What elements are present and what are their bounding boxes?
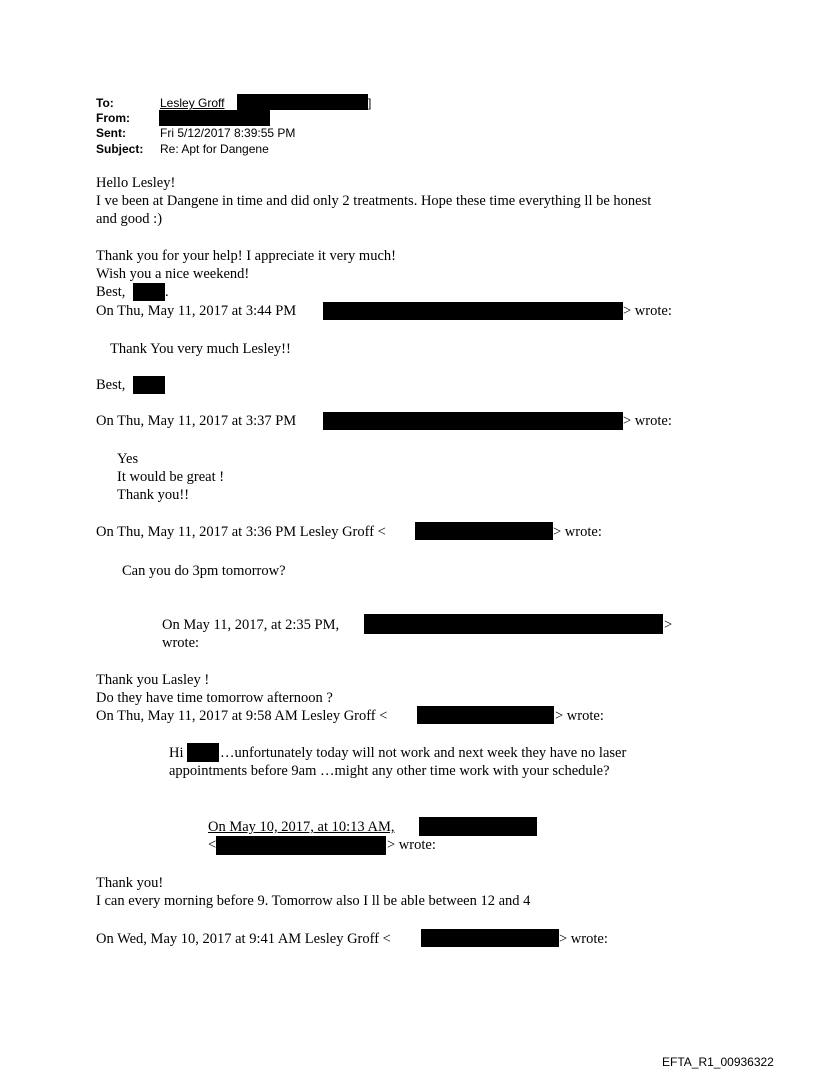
quote-header: On Thu, May 11, 2017 at 3:37 PM (96, 413, 297, 429)
body-line: Thank you! (96, 875, 164, 891)
body-line: I can every morning before 9. Tomorrow also I ll be able between 12 and 4 (96, 893, 531, 909)
quote-header-suffix: > wrote: (387, 837, 436, 853)
to-label: To: (96, 96, 114, 110)
subject-label: Subject: (96, 142, 144, 156)
body-line: Yes (117, 451, 139, 467)
redaction-block (187, 743, 219, 762)
redaction-block (237, 94, 368, 110)
redaction-block (216, 836, 386, 855)
from-label: From: (96, 111, 130, 125)
quote-header-lt: < (208, 837, 217, 853)
body-line: Thank You very much Lesley!! (110, 341, 291, 357)
body-line: Hello Lesley! (96, 175, 176, 191)
quote-header-suffix: > wrote: (623, 303, 672, 319)
redaction-block (415, 522, 553, 540)
quote-header-wrote: wrote: (162, 635, 200, 651)
quote-header-suffix: > wrote: (553, 524, 602, 540)
body-line: Wish you a nice weekend! (96, 266, 250, 282)
quote-header: On Thu, May 11, 2017 at 3:44 PM (96, 303, 297, 319)
body-line: Thank you for your help! I appreciate it very much! (96, 248, 396, 264)
body-line: Can you do 3pm tomorrow? (122, 563, 286, 579)
body-line: It would be great ! (117, 469, 225, 485)
redaction-block (421, 929, 559, 947)
redaction-block (159, 110, 270, 126)
redaction-block (133, 283, 165, 301)
greeting: Hi (169, 745, 184, 761)
redaction-block (133, 376, 165, 394)
to-value: Lesley Groff (160, 96, 225, 110)
quote-header-suffix: > wrote: (623, 413, 672, 429)
redaction-block (417, 706, 554, 724)
redaction-block (419, 817, 537, 836)
sent-value: Fri 5/12/2017 8:39:55 PM (160, 126, 296, 140)
signoff: Best, (96, 377, 126, 393)
signoff-tail: . (165, 284, 169, 300)
redaction-block (364, 614, 663, 634)
body-line: appointments before 9am …might any other time work with your schedule? (169, 763, 610, 779)
quote-header: On Thu, May 11, 2017 at 3:36 PM Lesley Groff < (96, 524, 386, 540)
quote-header-suffix: > wrote: (559, 931, 608, 947)
document-id: EFTA_R1_00936322 (662, 1055, 774, 1069)
subject-value: Re: Apt for Dangene (160, 142, 269, 156)
body-line: and good :) (96, 211, 163, 227)
redaction-block (323, 412, 623, 430)
quote-header: On May 11, 2017, at 2:35 PM, (162, 617, 340, 633)
quote-header: On May 10, 2017, at 10:13 AM, (208, 819, 395, 835)
to-close-bracket: ] (368, 96, 372, 110)
quote-header: On Wed, May 10, 2017 at 9:41 AM Lesley Groff < (96, 931, 391, 947)
quote-header-suffix: > wrote: (555, 708, 604, 724)
quote-header: On Thu, May 11, 2017 at 9:58 AM Lesley Groff < (96, 708, 388, 724)
sent-label: Sent: (96, 126, 126, 140)
body-line: Thank you!! (117, 487, 190, 503)
signoff: Best, (96, 284, 126, 300)
body-line: …unfortunately today will not work and next week they have no laser (220, 745, 627, 761)
quote-header-suffix: > (664, 617, 673, 633)
body-line: Do they have time tomorrow afternoon ? (96, 690, 333, 706)
redaction-block (323, 302, 623, 320)
body-line: I ve been at Dangene in time and did only 2 treatments. Hope these time everything ll be honest (96, 193, 652, 209)
body-line: Thank you Lasley ! (96, 672, 210, 688)
